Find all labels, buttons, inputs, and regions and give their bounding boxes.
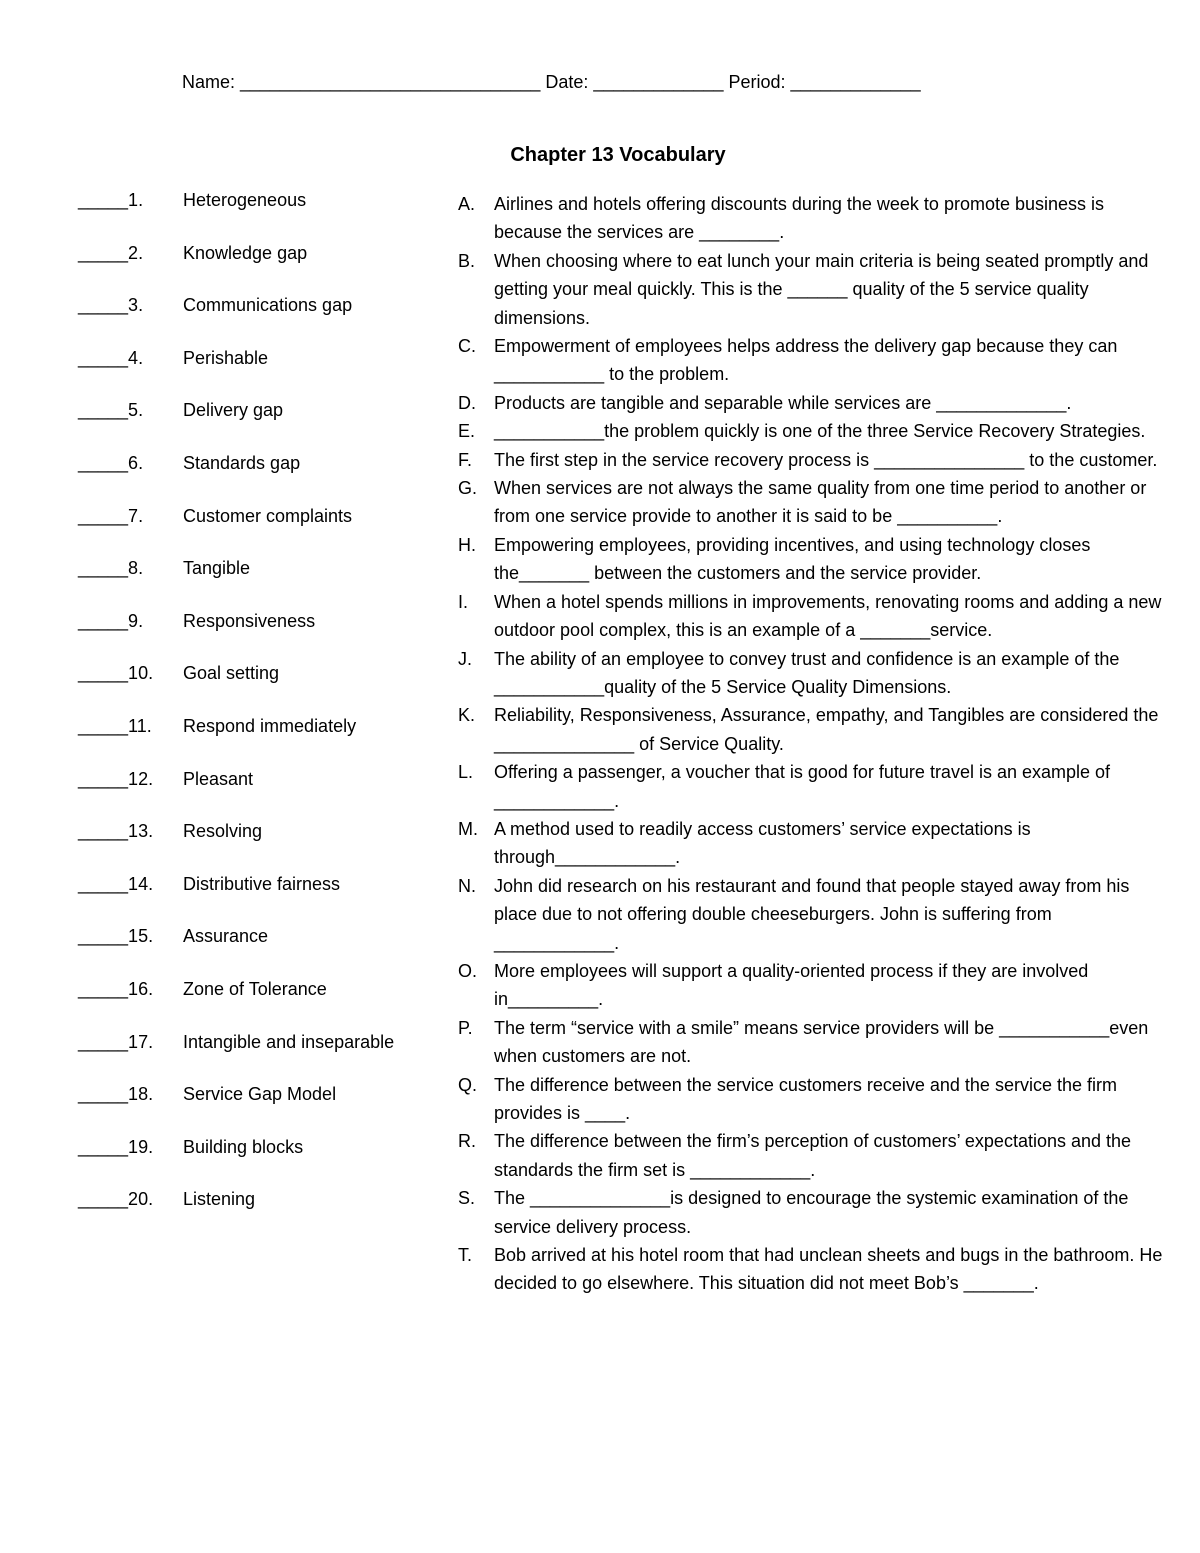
- definition-item: [458, 1184, 1164, 1241]
- definition-item: [458, 588, 1164, 645]
- definition-text: The difference between the service customers receive and the service the firm provides is ____.: [494, 1074, 1117, 1123]
- term-word: Building blocks: [183, 1136, 304, 1157]
- term-row: [78, 558, 438, 611]
- term-word: Communications gap: [183, 295, 353, 316]
- definition-item: [458, 389, 1164, 417]
- term-number: _____8.: [78, 558, 144, 579]
- definition-letter: M.: [458, 818, 478, 839]
- term-row: [78, 506, 438, 559]
- term-number: _____10.: [78, 663, 154, 684]
- definition-letter: A.: [458, 194, 476, 214]
- term-row: [78, 979, 438, 1032]
- definition-letter: J.: [458, 648, 473, 669]
- term-number: _____19.: [78, 1136, 154, 1157]
- definition-item: [458, 247, 1164, 332]
- definition-letter: G.: [458, 478, 478, 499]
- definition-text: The difference between the firm’s perception of customers’ expectations and the standards the firm set is ____________.: [494, 1131, 1132, 1180]
- term-number: _____15.: [78, 926, 154, 947]
- term-number: _____16.: [78, 978, 154, 999]
- definition-text: Reliability, Responsiveness, Assurance, empathy, and Tangibles are considered the ______________ of Service Quality.: [494, 705, 1159, 754]
- term-word: Knowledge gap: [183, 242, 308, 263]
- term-row: [78, 453, 438, 506]
- term-row: [78, 663, 438, 716]
- definition-text: The term “service with a smile” means service providers will be ___________even when customers are not.: [494, 1017, 1149, 1067]
- definition-item: [458, 701, 1164, 758]
- definition-item: [458, 872, 1164, 957]
- term-number: _____3.: [78, 295, 144, 316]
- definition-text: Products are tangible and separable while services are _____________.: [494, 392, 1072, 413]
- definition-letter: P.: [458, 1017, 473, 1038]
- term-row: [78, 348, 438, 401]
- definition-list: [458, 190, 1164, 1298]
- term-row: [78, 1032, 438, 1085]
- term-row: [78, 295, 438, 348]
- term-number: _____1.: [78, 190, 144, 210]
- definition-text: Bob arrived at his hotel room that had unclean sheets and bugs in the bathroom. He decided to go elsewhere. This situation did not meet Bob’s _______.: [494, 1245, 1163, 1294]
- term-word: Distributive fairness: [183, 873, 341, 894]
- definition-letter: S.: [458, 1188, 476, 1209]
- term-word: Heterogeneous: [183, 190, 307, 210]
- definition-text: John did research on his restaurant and found that people stayed away from his place due to not offering double cheeseburgers. John is suffering from ____________.: [494, 875, 1130, 953]
- definition-letter: T.: [458, 1245, 473, 1266]
- definition-item: [458, 957, 1164, 1014]
- term-word: Tangible: [183, 558, 251, 579]
- definition-letter: I.: [458, 591, 469, 612]
- definition-text: ___________the problem quickly is one of the three Service Recovery Strategies.: [494, 421, 1146, 442]
- term-number: _____13.: [78, 821, 154, 842]
- definition-letter: C.: [458, 336, 476, 357]
- definition-item: [458, 446, 1164, 474]
- term-word: Customer complaints: [183, 505, 353, 526]
- definition-letter: R.: [458, 1131, 476, 1152]
- term-number: _____11.: [78, 715, 152, 736]
- term-number: _____12.: [78, 768, 154, 789]
- definition-letter: D.: [458, 392, 476, 413]
- definition-item: [458, 417, 1164, 445]
- term-number: _____5.: [78, 400, 144, 421]
- definition-text: Offering a passenger, a voucher that is good for future travel is an example of ____________.: [494, 762, 1111, 811]
- definition-text: More employees will support a quality-oriented process if they are involved in_________.: [494, 960, 1089, 1010]
- definition-text: Airlines and hotels offering discounts during the week to promote business is because the services are ________.: [494, 194, 1105, 243]
- definition-text: When a hotel spends millions in improvements, renovating rooms and adding a new outdoor pool complex, this is an example of a _______service.: [494, 591, 1162, 641]
- term-list: [78, 190, 438, 1242]
- definition-letter: O.: [458, 960, 478, 981]
- definition-letter: K.: [458, 705, 476, 726]
- term-word: Service Gap Model: [183, 1084, 337, 1105]
- term-number: _____2.: [78, 242, 144, 263]
- term-number: _____7.: [78, 505, 144, 526]
- definition-item: [458, 645, 1164, 702]
- term-row: [78, 1137, 438, 1190]
- term-number: _____18.: [78, 1084, 154, 1105]
- definition-item: [458, 332, 1164, 389]
- definition-letter: L.: [458, 762, 474, 783]
- definition-item: [458, 1071, 1164, 1128]
- term-row: [78, 821, 438, 874]
- definition-item: [458, 190, 1164, 247]
- term-word: Standards gap: [183, 452, 301, 473]
- term-number: _____4.: [78, 347, 144, 368]
- term-word: Goal setting: [183, 663, 280, 684]
- student-info-line: Name: ______________________________ Date: _____________ Period: _____________: [182, 72, 921, 92]
- term-row: [78, 926, 438, 979]
- term-word: Zone of Tolerance: [183, 978, 327, 999]
- term-row: [78, 190, 438, 243]
- definition-text: The ______________is designed to encourage the systemic examination of the service delivery process.: [494, 1188, 1129, 1237]
- term-word: Intangible and inseparable: [183, 1031, 395, 1052]
- term-row: [78, 611, 438, 664]
- term-word: Respond immediately: [183, 715, 357, 736]
- term-row: [78, 874, 438, 927]
- definition-letter: H.: [458, 534, 476, 555]
- definition-text: A method used to readily access customers’ service expectations is through____________.: [494, 818, 1031, 868]
- definition-text: The first step in the service recovery process is _______________ to the customer.: [494, 449, 1158, 470]
- term-row: [78, 716, 438, 769]
- definition-letter: N.: [458, 875, 476, 896]
- term-row: [78, 400, 438, 453]
- definition-text: When choosing where to eat lunch your main criteria is being seated promptly and getting your meal quickly. This is the ______ quality of the 5 service quality dimensions.: [494, 250, 1149, 328]
- term-row: [78, 1189, 438, 1242]
- term-word: Listening: [183, 1189, 256, 1210]
- term-word: Responsiveness: [183, 610, 316, 631]
- term-word: Resolving: [183, 821, 263, 842]
- page-title: Chapter 13 Vocabulary: [510, 144, 726, 166]
- definition-item: [458, 531, 1164, 588]
- definition-item: [458, 758, 1164, 815]
- term-word: Pleasant: [183, 768, 254, 789]
- definition-text: Empowerment of employees helps address the delivery gap because they can ___________ to the problem.: [494, 336, 1118, 385]
- definition-letter: F.: [458, 449, 473, 470]
- term-row: [78, 1084, 438, 1137]
- term-row: [78, 769, 438, 822]
- definition-text: The ability of an employee to convey trust and confidence is an example of the ___________quality of the 5 Service Quality Dimensions.: [494, 648, 1120, 697]
- term-number: _____20.: [78, 1189, 154, 1210]
- term-word: Delivery gap: [183, 400, 284, 421]
- term-word: Assurance: [183, 926, 269, 947]
- definition-text: When services are not always the same quality from one time period to another or from one service provide to another it is said to be __________.: [494, 478, 1147, 527]
- definition-item: [458, 1014, 1164, 1071]
- definition-item: [458, 474, 1164, 531]
- definition-letter: E.: [458, 421, 476, 442]
- definition-item: [458, 1127, 1164, 1184]
- definition-letter: Q.: [458, 1074, 478, 1095]
- term-word: Perishable: [183, 347, 269, 368]
- term-number: _____9.: [78, 610, 144, 631]
- definition-text: Empowering employees, providing incentives, and using technology closes the_______ between the customers and the service provider.: [494, 534, 1091, 584]
- definition-item: [458, 815, 1164, 872]
- term-number: _____14.: [78, 873, 154, 894]
- term-number: _____6.: [78, 452, 144, 473]
- definition-letter: B.: [458, 250, 476, 271]
- term-number: _____17.: [78, 1031, 154, 1052]
- definition-item: [458, 1241, 1164, 1298]
- term-row: [78, 243, 438, 296]
